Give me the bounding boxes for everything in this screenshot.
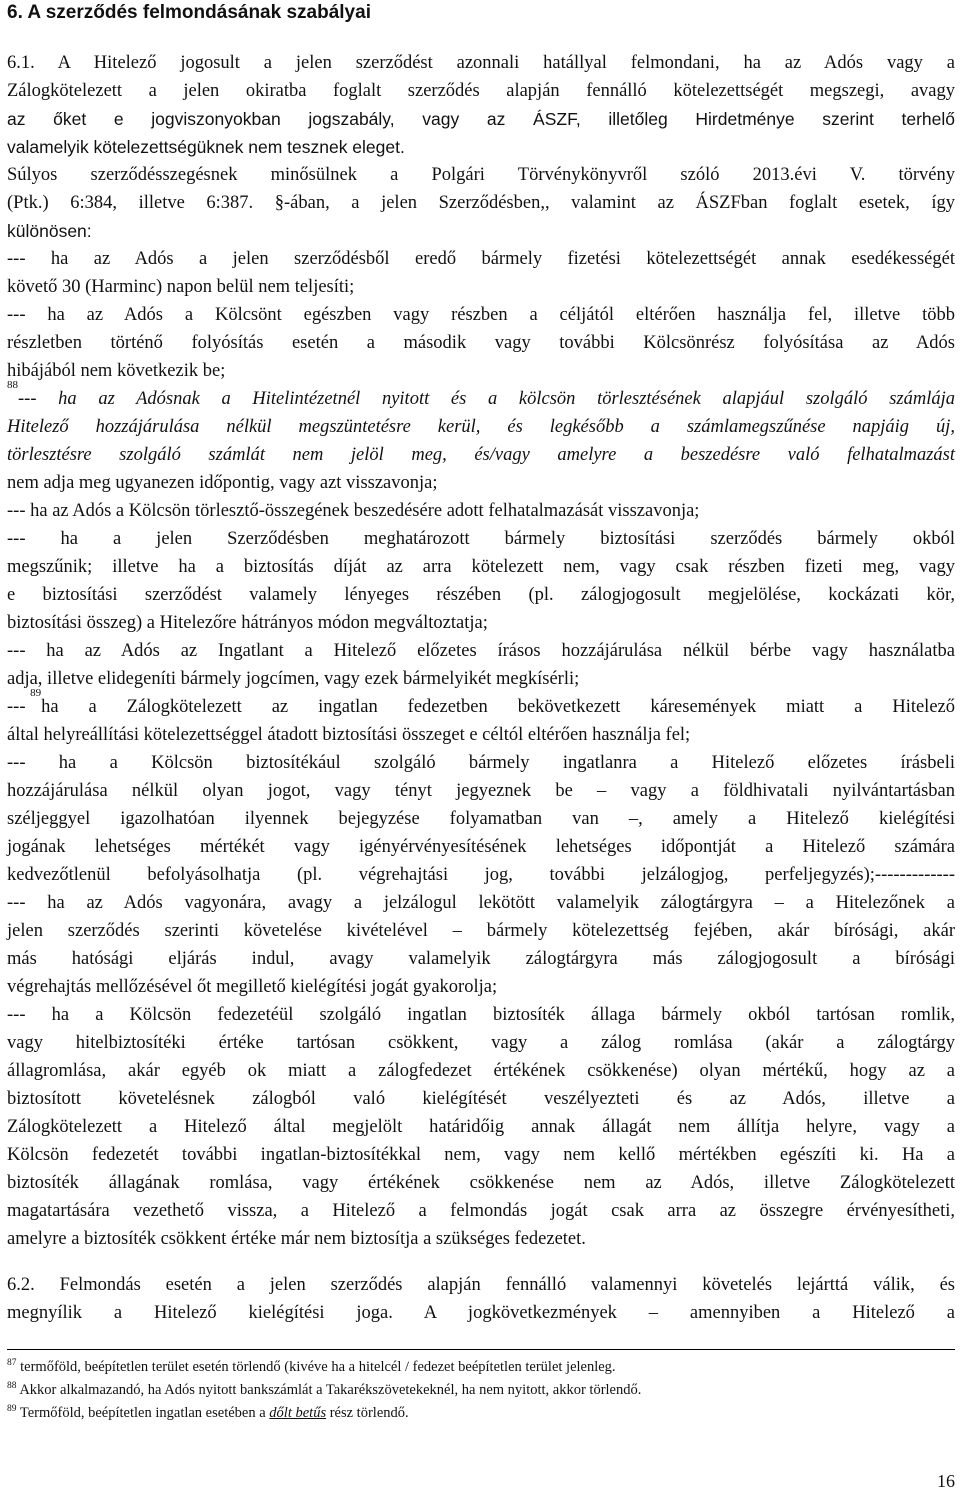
- text-line: e biztosítási szerződést valamely lényeges részében (pl. zálogjogosult megjelölése, kockázati kör,: [7, 585, 955, 605]
- text-line: törlesztésre szolgáló számlát nem jelöl meg, és/vagy amelyre a beszedésre való felhatalmazást: [7, 445, 955, 465]
- text-line: (Ptk.) 6:384, illetve 6:387. §-ában, a jelen Szerződésben,, valamint az ÁSZFban foglalt esetek, így: [7, 193, 955, 213]
- text-line: hibájából nem következik be;: [7, 361, 226, 381]
- text-line: 6.2. Felmondás esetén a jelen szerződés alapján fennálló valamennyi követelés lejárttá válik, és: [7, 1275, 955, 1295]
- text-line: adja, illetve elidegeníti bármely jogcímen, vagy ezek bármelyikét megkísérli;: [7, 669, 580, 689]
- footnote-text-italic: dőlt betűs: [269, 1405, 327, 1421]
- footnote-text: Termőföld, beépítetlen ingatlan esetében a: [19, 1405, 270, 1421]
- text-line: Súlyos szerződésszegésnek minősülnek a Polgári Törvénykönyvről szóló 2013.évi V. törvény: [7, 165, 955, 185]
- text-line: --- ha az Adós vagyonára, avagy a jelzálogul lekötött valamelyik zálogtárgyra – a Hitelezőnek a: [7, 893, 955, 913]
- text-line: Hitelező hozzájárulása nélkül megszüntetésre kerül, és legkésőbb a számlamegszűnése napjáig új,: [7, 417, 955, 437]
- text-line: --- ha a jelen Szerződésben meghatározott bármely biztosítási szerződés bármely okból: [7, 529, 955, 549]
- footnote-ref-89: 89: [30, 687, 42, 699]
- text-line: Kölcsön fedezetét további ingatlan-biztosítékkal nem, vagy nem kellő mértékben egészíti ki. Ha a: [7, 1145, 955, 1165]
- text-line: --- ha a Kölcsön biztosítékául szolgáló bármely ingatlanra a Hitelező előzetes írásbeli: [7, 753, 955, 773]
- text-line: által helyreállítási kötelezettséggel átadott biztosítási összeget e céltól eltérően használja fel;: [7, 725, 691, 745]
- section-heading: 6. A szerződés felmondásának szabályai: [7, 2, 371, 23]
- text-line: 6.1. A Hitelező jogosult a jelen szerződést azonnali hatállyal felmondani, ha az Adós vagy a: [7, 53, 955, 73]
- text-line: jelen szerződés szerinti követelése kivételével – bármely kötelezettség fejében, akár bírósági, akár: [7, 921, 955, 941]
- text-line-with-ref: [7, 687, 955, 721]
- text-line: biztosíték állagának romlása, vagy értékének csökkenése nem az Adós, illetve Zálogkötelezett: [7, 1173, 955, 1193]
- text-line: biztosítási összeg) a Hitelezőre hátrányos módon megváltoztatja;: [7, 613, 488, 633]
- footnote-number: 87: [7, 1358, 17, 1368]
- text-line: biztosított követelésnek zálogból való kielégítését veszélyezteti és az Adós, illetve a: [7, 1089, 955, 1109]
- text-line: ha a Zálogkötelezett az ingatlan fedezetben bekövetkezett káresemények miatt a Hitelező: [41, 697, 955, 717]
- text-line: részletben történő folyósítás esetén a második vagy további Kölcsönrész folyósítása az Adós: [7, 333, 955, 353]
- text-line: követő 30 (Harminc) napon belül nem teljesíti;: [7, 277, 355, 297]
- text-line: végrehajtás mellőzésével őt megillető kielégítési jogát gyakorolja;: [7, 977, 498, 997]
- text-line: Zálogkötelezett a jelen okiratba foglalt szerződés alapján fennálló kötelezettségét megszegi, avagy: [7, 81, 955, 101]
- footnote-text: termőföld, beépítetlen terület esetén törlendő (kivéve ha a hitelcél / fedezet beépítetlen terület jelenleg.: [20, 1359, 616, 1375]
- text-line: --- ha az Adós a Kölcsönt egészben vagy részben a céljától eltérően használja fel, illetve több: [7, 305, 955, 325]
- footnote-number: 88: [7, 1381, 17, 1391]
- footnote-89: [7, 1403, 409, 1423]
- text-line: vagy hitelbiztosítéki értéke tartósan csökkent, vagy a zálog romlása (akár a zálogtárgy: [7, 1033, 955, 1053]
- footnote-87: [7, 1357, 616, 1377]
- text-line-with-ref: [7, 379, 955, 413]
- footnote-number: 89: [7, 1404, 17, 1414]
- text-line: kedvezőtlenül befolyásolhatja (pl. végrehajtási jog, további jelzálogjog, perfeljegyzés);-------------: [7, 865, 955, 885]
- page-number: 16: [937, 1471, 955, 1491]
- text-line: más hatósági eljárás indul, avagy valamelyik zálogtárgyra más zálogjogosult a bírósági: [7, 949, 955, 969]
- text-line: az őket e jogviszonyokban jogszabály, vagy az ÁSZF, illetőleg Hirdetménye szerint terhelő: [7, 109, 955, 129]
- text-line: állagromlása, akár egyéb ok miatt a zálogfedezet értékének csökkenése) olyan mértékű, hogy az a: [7, 1061, 955, 1081]
- text-line: --- ha az Adós a jelen szerződésből eredő bármely fizetési kötelezettségét annak esedékességét: [7, 249, 955, 269]
- text-line: különösen:: [7, 221, 92, 241]
- text-line: --- ha az Adós a Kölcsön törlesztő-összegének beszedésére adott felhatalmazását visszavonja;: [7, 501, 700, 521]
- text-line: valamelyik kötelezettségüknek nem tesznek eleget.: [7, 137, 405, 157]
- footnote-text: Akkor alkalmazandó, ha Adós nyitott bankszámlát a Takarékszövetekeknél, ha nem nyitott, akkor törlendő.: [19, 1382, 642, 1398]
- text-line: --- ha a Kölcsön fedezetéül szolgáló ingatlan biztosíték állaga bármely okból tartósan romlik,: [7, 1005, 955, 1025]
- footnote-ref-88: 88: [7, 379, 18, 391]
- text-line: --- ha az Adós az Ingatlant a Hitelező előzetes írásos hozzájárulása nélkül bérbe vagy használatba: [7, 641, 955, 661]
- footnote-88: [7, 1380, 641, 1400]
- text-line: --- ha az Adósnak a Hitelintézetnél nyitott és a kölcsön törlesztésének alapjául szolgáló számlája: [18, 389, 955, 409]
- footnote-text: rész törlendő.: [326, 1405, 409, 1421]
- text-line: megszűnik; illetve ha a biztosítás díját az arra kötelezett nem, vagy csak részben fizeti meg, vagy: [7, 557, 955, 577]
- text-line: amelyre a biztosíték csökkent értéke már nem biztosítja a szükséges fedezetet.: [7, 1229, 586, 1249]
- text-line: magatartására vezethető vissza, a Hitelező a felmondás jogát csak arra az összegre érvényesítheti,: [7, 1201, 955, 1221]
- text-line: Zálogkötelezett a Hitelező által megjelölt határidőig annak állagát nem állítja helyre, vagy a: [7, 1117, 955, 1137]
- footnote-separator: [7, 1349, 955, 1350]
- dash-prefix: ---: [7, 697, 31, 717]
- text-line: nem adja meg ugyanezen időpontig, vagy azt visszavonja;: [7, 473, 438, 493]
- text-line: megnyílik a Hitelező kielégítési joga. A jogkövetkezmények – amennyiben a Hitelező a: [7, 1303, 955, 1323]
- text-line: hozzájárulása nélkül olyan jogot, vagy tényt jegyeznek be – vagy a földhivatali nyilvántartásban: [7, 781, 955, 801]
- text-line: széljeggyel igazolhatóan ilyennek bejegyzése folyamatban van –, amely a Hitelező kielégítési: [7, 809, 955, 829]
- text-line: jogának lehetséges mértékét vagy igényérvényesítésének lehetséges időpontját a Hitelező számára: [7, 837, 955, 857]
